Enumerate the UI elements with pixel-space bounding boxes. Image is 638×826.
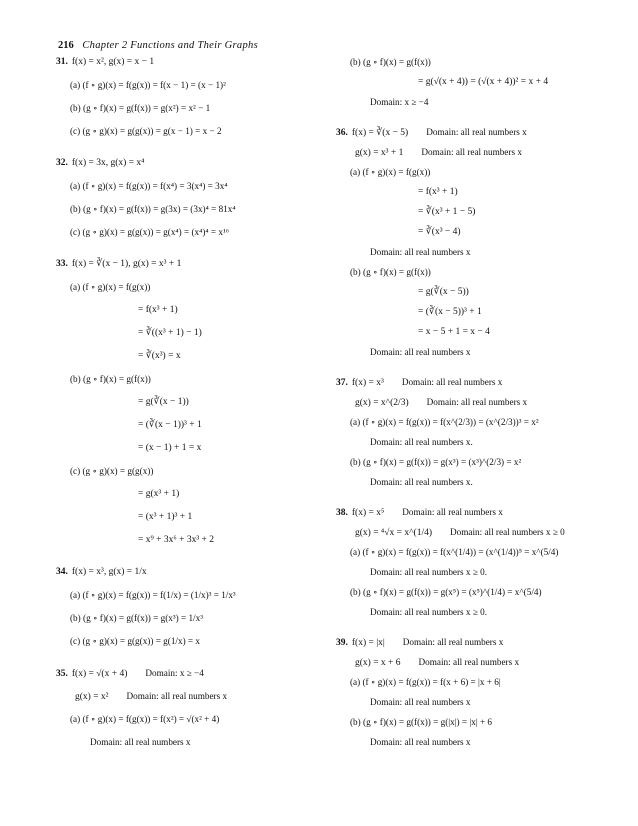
math-expression: = x⁹ + 3x⁶ + 3x³ + 2 [138, 535, 215, 545]
problem-number: 32. [56, 158, 68, 168]
solution-line [56, 488, 326, 511]
math-expression: Domain: all real numbers x [370, 347, 471, 357]
math-expression: (b) (g ∘ f)(x) = g(f(x)) = g(x⁵) = (x⁵)^(1/4) = x^(5/4) [350, 587, 542, 597]
solution-line [56, 589, 326, 612]
math-expression: f(x) = x⁵ [351, 508, 385, 518]
math-expression: Domain: all real numbers x [90, 737, 191, 747]
math-expression: Domain: x ≥ −4 [370, 97, 429, 107]
solution-line [336, 266, 606, 286]
solution-line [336, 96, 606, 116]
left-column [56, 56, 326, 759]
math-expression: (b) (g ∘ f)(x) = g(f(x)) [350, 267, 431, 277]
math-expression: (c) (g ∘ g)(x) = g(g(x)) = g(1/x) = x [70, 636, 201, 646]
math-expression: (a) (f ∘ g)(x) = f(g(x)) = f(x + 6) = |x + 6| [350, 677, 501, 687]
math-expression: (a) (f ∘ g)(x) = f(g(x)) = f(x²) = √(x² + 4) [70, 714, 220, 724]
domain-note: Domain: all real numbers x [402, 507, 503, 517]
problem-number: 36. [336, 128, 348, 138]
solution-line [56, 157, 326, 180]
problem-33 [56, 258, 326, 557]
math-expression: g(x) = x^(2/3) [355, 398, 409, 408]
math-expression: f(x) = x², g(x) = x − 1 [71, 57, 155, 67]
math-expression: (b) (g ∘ f)(x) = g(f(x)) = g(3x) = (3x)⁴ = 81x⁴ [70, 204, 236, 214]
domain-note: Domain: all real numbers x ≥ 0 [450, 527, 565, 537]
math-expression: = (x³ + 1)³ + 1 [138, 512, 193, 522]
math-expression: f(x) = ∛(x − 1), g(x) = x³ + 1 [71, 259, 182, 269]
problem-number: 38. [336, 508, 348, 518]
solution-line [336, 186, 606, 206]
problem-number: 34. [56, 567, 68, 577]
solution-line [56, 304, 326, 327]
problem-cont [336, 56, 606, 116]
solution-line [56, 419, 326, 442]
solution-line [56, 690, 326, 713]
solution-line [336, 306, 606, 326]
problem-31 [56, 56, 326, 148]
problem-number: 39. [336, 638, 348, 648]
solution-line [56, 713, 326, 736]
solution-line [336, 326, 606, 346]
solution-line [336, 76, 606, 96]
math-expression: = f(x³ + 1) [418, 187, 458, 197]
solution-line [336, 606, 606, 626]
math-expression: (b) (g ∘ f)(x) = g(f(x)) [350, 57, 431, 67]
math-expression: (a) (f ∘ g)(x) = f(g(x)) = f(x^(2/3)) = (x^(2/3))³ = x² [350, 417, 539, 427]
solution-line [56, 373, 326, 396]
solution-line [56, 79, 326, 102]
problem-34 [56, 566, 326, 658]
problem-number: 33. [56, 259, 68, 269]
solution-line [56, 566, 326, 589]
math-expression: g(x) = x³ + 1 [355, 148, 404, 158]
solution-line [336, 566, 606, 586]
math-expression: Domain: all real numbers x. [370, 437, 473, 447]
right-column [336, 56, 606, 756]
math-expression: (b) (g ∘ f)(x) = g(f(x)) = g(x³) = (x³)^(2/3) = x² [350, 457, 522, 467]
problem-number: 31. [56, 57, 68, 67]
solution-line [336, 436, 606, 456]
solution-line [56, 635, 326, 658]
solution-line [56, 327, 326, 350]
math-expression: f(x) = x³ [351, 378, 384, 388]
solution-line [336, 736, 606, 756]
page-number: 216 [58, 40, 74, 51]
domain-note: Domain: all real numbers x [402, 637, 504, 647]
problem-39 [336, 636, 606, 756]
solution-line [336, 586, 606, 606]
solution-line [336, 226, 606, 246]
domain-note: Domain: all real numbers x [426, 397, 528, 407]
math-expression: (a) (f ∘ g)(x) = f(g(x)) = f(x⁴) = 3(x⁴) = 3x⁴ [70, 181, 228, 191]
math-expression: = (∛(x − 1))³ + 1 [138, 420, 202, 430]
solution-line [56, 612, 326, 635]
math-expression: Domain: all real numbers x ≥ 0. [370, 607, 488, 617]
math-expression: = (x − 1) + 1 = x [138, 443, 202, 453]
solution-line [336, 396, 606, 416]
page-header [58, 40, 258, 51]
math-expression: f(x) = x³, g(x) = 1/x [71, 567, 147, 577]
problem-32 [56, 157, 326, 249]
solution-line [56, 667, 326, 690]
problem-number: 37. [336, 378, 348, 388]
math-expression: = f(x³ + 1) [138, 305, 178, 315]
domain-note: Domain: all real numbers x [426, 127, 527, 137]
solution-line [56, 350, 326, 373]
solution-line [336, 476, 606, 496]
solution-line [56, 534, 326, 557]
solution-line [336, 676, 606, 696]
solution-line [336, 56, 606, 76]
solution-line [336, 146, 606, 166]
solution-line [336, 126, 606, 146]
math-expression: = g(∛(x − 1)) [138, 397, 189, 407]
math-expression: = (∛(x − 5))³ + 1 [418, 307, 482, 317]
domain-note: Domain: x ≥ −4 [145, 668, 204, 678]
solution-line [56, 56, 326, 79]
solution-line [56, 203, 326, 226]
solution-line [56, 736, 326, 759]
problem-35 [56, 667, 326, 759]
math-expression: g(x) = x + 6 [355, 658, 401, 668]
problem-38 [336, 506, 606, 626]
math-expression: (a) (f ∘ g)(x) = f(g(x)) = f(x^(1/4)) = (x^(1/4))⁵ = x^(5/4) [350, 547, 559, 557]
solution-line [336, 416, 606, 436]
math-expression: (a) (f ∘ g)(x) = f(g(x)) = f(x − 1) = (x − 1)² [70, 80, 226, 90]
math-expression: f(x) = ∛(x − 5) [351, 128, 409, 138]
math-expression: = x − 5 + 1 = x − 4 [418, 327, 490, 337]
solution-line [336, 636, 606, 656]
solution-line [336, 526, 606, 546]
math-expression: (a) (f ∘ g)(x) = f(g(x)) [350, 167, 431, 177]
solution-line [56, 465, 326, 488]
math-expression: = g(x³ + 1) [138, 489, 180, 499]
math-expression: (c) (g ∘ g)(x) = g(g(x)) = g(x − 1) = x − 2 [70, 126, 222, 136]
solution-line [336, 506, 606, 526]
solution-line [336, 696, 606, 716]
solution-line [336, 546, 606, 566]
math-expression: Domain: all real numbers x [370, 737, 471, 747]
math-expression: = ∛(x³ − 4) [418, 227, 461, 237]
domain-note: Domain: all real numbers x [418, 657, 520, 667]
math-expression: Domain: all real numbers x ≥ 0. [370, 567, 488, 577]
solution-line [336, 206, 606, 226]
problem-number: 35. [56, 669, 68, 679]
math-expression: (a) (f ∘ g)(x) = f(g(x)) [70, 282, 151, 292]
math-expression: = g(∛(x − 5)) [418, 287, 469, 297]
chapter-title: Chapter 2 Functions and Their Graphs [82, 40, 258, 51]
math-expression: Domain: all real numbers x. [370, 477, 473, 487]
math-expression: (b) (g ∘ f)(x) = g(f(x)) = g(|x|) = |x| + 6 [350, 717, 493, 727]
math-expression: = ∛(x³ + 1 − 5) [418, 207, 476, 217]
math-expression: f(x) = 3x, g(x) = x⁴ [71, 158, 145, 168]
solution-line [336, 656, 606, 676]
math-expression: (b) (g ∘ f)(x) = g(f(x)) [70, 374, 151, 384]
solution-line [56, 102, 326, 125]
math-expression: (b) (g ∘ f)(x) = g(f(x)) = g(x²) = x² − 1 [70, 103, 211, 113]
math-expression: f(x) = √(x + 4) [71, 669, 128, 679]
solution-line [336, 246, 606, 266]
problem-36 [336, 126, 606, 366]
solution-line [336, 716, 606, 736]
domain-note: Domain: all real numbers x [126, 691, 228, 701]
solution-line [56, 511, 326, 534]
solution-line [336, 376, 606, 396]
math-expression: g(x) = ⁴√x = x^(1/4) [355, 528, 432, 538]
domain-note: Domain: all real numbers x [401, 377, 503, 387]
solution-line [56, 442, 326, 465]
solution-line [336, 346, 606, 366]
math-expression: f(x) = |x| [351, 638, 385, 648]
math-expression: (a) (f ∘ g)(x) = f(g(x)) = f(1/x) = (1/x)³ = 1/x³ [70, 590, 236, 600]
math-expression: (c) (g ∘ g)(x) = g(g(x)) [70, 466, 154, 476]
solution-line [336, 166, 606, 186]
math-expression: = g(√(x + 4)) = (√(x + 4))² = x + 4 [418, 77, 549, 87]
domain-note: Domain: all real numbers x [421, 147, 522, 157]
math-expression: Domain: all real numbers x [370, 697, 471, 707]
solution-line [56, 258, 326, 281]
math-expression: (c) (g ∘ g)(x) = g(g(x)) = g(x⁴) = (x⁴)⁴ = x¹⁶ [70, 227, 229, 237]
math-expression: Domain: all real numbers x [370, 247, 471, 257]
problem-37 [336, 376, 606, 496]
math-expression: g(x) = x² [75, 692, 109, 702]
solution-line [56, 396, 326, 419]
math-expression: = ∛((x³ + 1) − 1) [138, 328, 202, 338]
solution-line [56, 180, 326, 203]
math-expression: (b) (g ∘ f)(x) = g(f(x)) = g(x³) = 1/x³ [70, 613, 203, 623]
solution-line [56, 281, 326, 304]
solution-line [56, 125, 326, 148]
solution-line [336, 286, 606, 306]
solution-line [56, 226, 326, 249]
solution-line [336, 456, 606, 476]
math-expression: = ∛(x³) = x [138, 351, 181, 361]
